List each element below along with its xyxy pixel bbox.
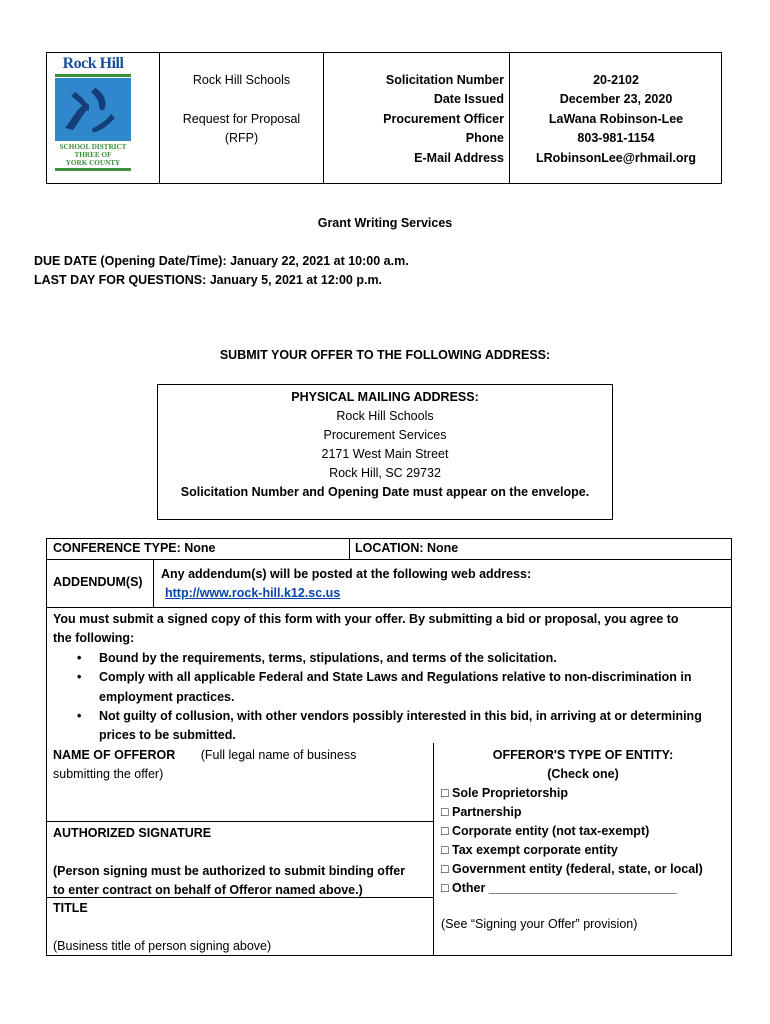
- label-solicitation-number: Solicitation Number: [385, 73, 504, 87]
- authorized-signature-field[interactable]: [53, 824, 429, 900]
- mailing-line: Procurement Services: [323, 428, 447, 442]
- label-date-issued: Date Issued: [433, 92, 504, 107]
- entity-option-partnership[interactable]: □ Partnership: [441, 805, 522, 819]
- logo-title: Rock Hill: [62, 55, 124, 72]
- offeror-name-field[interactable]: [53, 746, 429, 784]
- org-cell: [160, 53, 324, 183]
- logo-subtitle: SCHOOL DISTRICT THREE OF YORK COUNTY: [59, 143, 127, 167]
- offeror-hint-2: submitting the offer): [53, 767, 164, 781]
- header-table: [46, 52, 722, 184]
- entity-option-government[interactable]: □ Government entity (federal, state, or local): [441, 862, 703, 876]
- addendum-label: ADDENDUM(S): [53, 575, 143, 589]
- envelope-note: Solicitation Number and Opening Date must appear on the envelope.: [180, 485, 590, 499]
- entity-option-sole-proprietorship[interactable]: □ Sole Proprietorship: [441, 786, 569, 800]
- location: LOCATION: None: [355, 541, 459, 555]
- addendum-text: Any addendum(s) will be posted at the following web address:: [161, 567, 532, 581]
- value-date-issued: December 23, 2020: [559, 92, 673, 107]
- hands-logo-icon: [55, 78, 131, 141]
- value-phone: 803-981-1154: [577, 131, 655, 146]
- auth-note: (Person signing must be authorized to submit binding offer: [53, 864, 406, 878]
- labels-cell: [324, 53, 510, 183]
- value-solicitation-number: 20-2102: [593, 73, 639, 87]
- due-date: DUE DATE (Opening Date/Time): January 22, 2021 at 10:00 a.m.: [34, 254, 409, 268]
- offer-form-table: [46, 538, 732, 956]
- entity-options: [441, 784, 731, 898]
- offeror-label: NAME OF OFFEROR: [53, 748, 176, 762]
- mailing-line: Rock Hill Schools: [336, 409, 434, 423]
- conference-type: CONFERENCE TYPE: None: [53, 541, 216, 555]
- addendum-link[interactable]: http://www.rock-hill.k12.sc.us: [165, 586, 341, 600]
- district-logo: [53, 55, 129, 169]
- mailing-heading: PHYSICAL MAILING ADDRESS:: [291, 390, 479, 404]
- agreement-bullet: • Bound by the requirements, terms, stipulations, and terms of the solicitation.: [47, 649, 727, 668]
- last-day-questions: LAST DAY FOR QUESTIONS: January 5, 2021 at 12:00 p.m.: [34, 273, 383, 287]
- org-name: Rock Hill Schools: [192, 73, 291, 87]
- document-title: Grant Writing Services: [317, 216, 453, 230]
- values-cell: [510, 53, 722, 183]
- agreement-text: You must submit a signed copy of this form with your offer. By submitting a bid or proposal, you agree to the following: • Bound by the requirements, terms, stipulations, and terms of the solicitation. • Comply with all applicable Federal and State Laws and Regulations relative to non-discrimination in employment practices. • Not guilty of collusion, with other vendors possibly interested in this bid, in arriving at or determining prices to be submitted.: [53, 610, 727, 746]
- label-email: E-Mail Address: [414, 150, 504, 165]
- logo-cell: [47, 53, 160, 183]
- entity-heading: OFFEROR'S TYPE OF ENTITY: (Check one): [433, 746, 733, 784]
- entity-option-corporate[interactable]: □ Corporate entity (not tax-exempt): [441, 824, 650, 838]
- title-hint: (Business title of person signing above): [53, 939, 272, 953]
- label-procurement-officer: Procurement Officer: [383, 111, 504, 126]
- value-procurement-officer: LaWana Robinson-Lee: [548, 111, 684, 126]
- doc-type: Request for Proposal: [182, 111, 301, 126]
- title-label: TITLE: [53, 901, 88, 915]
- entity-option-tax-exempt[interactable]: □ Tax exempt corporate entity: [441, 843, 618, 857]
- submit-heading: SUBMIT YOUR OFFER TO THE FOLLOWING ADDRESS:: [219, 348, 551, 362]
- mailing-address-box: [157, 384, 613, 520]
- agreement-bullet: • Comply with all applicable Federal and State Laws and Regulations relative to non-discrimination in employment practices.: [47, 668, 727, 707]
- mailing-line: Rock Hill, SC 29732: [329, 466, 441, 480]
- label-phone: Phone: [465, 131, 504, 146]
- doc-type-abbr: (RFP): [224, 131, 259, 146]
- entity-option-other[interactable]: □ Other ___________________________: [441, 881, 677, 895]
- value-email: LRobinsonLee@rhmail.org: [535, 150, 697, 165]
- auth-note-2: to enter contract on behalf of Offeror named above.): [53, 883, 363, 897]
- title-field[interactable]: [53, 899, 429, 956]
- offeror-hint: (Full legal name of business: [200, 748, 357, 762]
- signing-note: (See “Signing your Offer” provision): [441, 917, 638, 931]
- entity-sub: (Check one): [547, 767, 619, 781]
- agreement-bullet: • Not guilty of collusion, with other vendors possibly interested in this bid, in arriving at or determining prices to be submitted.: [47, 707, 727, 746]
- auth-signature-label: AUTHORIZED SIGNATURE: [53, 826, 212, 840]
- mailing-line: 2171 West Main Street: [321, 447, 449, 461]
